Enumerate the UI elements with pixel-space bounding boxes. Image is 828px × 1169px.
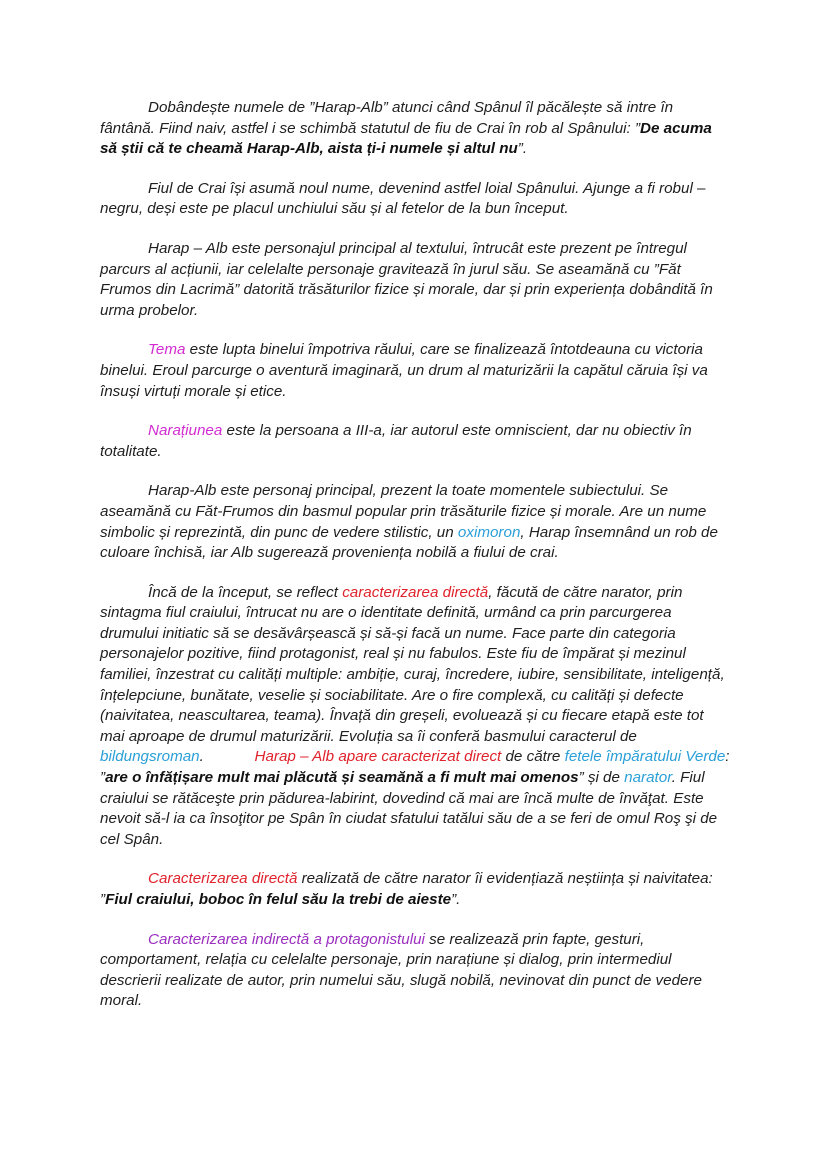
term-direct-characterization-2: Harap – Alb apare caracterizat direct xyxy=(254,748,502,766)
document-page xyxy=(100,98,732,1031)
text-segment: realizată de către narator îi evidențiază neștiința și naivitatea: ” xyxy=(100,870,713,908)
text-segment: Harap-Alb este personaj principal, prezent la toate momentele subiectului. Se aseamănă cu Făt-Frumos din basmul popular prin trăsăturile fizice și morale. Are un nume simbolic și reprezintă, din punc de vedere stilistic, un xyxy=(100,482,707,541)
text-segment: ”. xyxy=(451,891,461,908)
text-segment: este lupta binelui împotriva răului, care se finalizează întotdeauna cu victoria binelui. Eroul parcurge o aventură imaginară, un drum al maturizării la capătul căruia își va însuși virtuți morale și etice. xyxy=(100,341,708,400)
term-direct-characterization: caracterizarea directă xyxy=(342,583,489,601)
term-direct-characterization-3: Caracterizarea directă xyxy=(148,870,298,888)
text-segment: Harap – Alb este personajul principal al textului, întrucât este prezent pe întregul parcurs al acțiunii, iar celelalte personaje gravitează în jurul său. Se aseamănă cu ”Făt Frumos din Lacrimă” datorită trăsăturilor fizice și morale, dar și prin experiența dobândită în urma probelor. xyxy=(100,239,713,319)
text-segment: Încă de la început, se reflect xyxy=(148,583,343,601)
text-segment: Dobândește numele de ”Harap-Alb” atunci când Spânul îl păcălește să intre în fântână. Fiind naiv, astfel i se schimbă statutul de fiu de Crai în rob al Spânului: ” xyxy=(100,99,674,137)
quote-bold: De acuma să știi că te cheamă Harap-Alb, aista ți-i numele și altul nu xyxy=(100,119,712,158)
text-segment: ”. xyxy=(517,140,528,158)
paragraph-symbolic-name xyxy=(100,481,732,563)
text-segment: Fiul de Crai își asumă noul nume, devenind astfel loial Spânului. Ajunge a fi robul – negru, deși este pe placul unchiului său și al fetelor de la bun început. xyxy=(100,179,706,218)
term-green-emperor-daughters: fetele împăratului Verde xyxy=(564,748,726,766)
term-narration: Narațiunea xyxy=(148,422,223,440)
text-segment: se realizează prin fapte, gesturi, comportament, relația cu celelalte personaje, prin narațiune și dialog, prin intermediul descrierii realizate de autor, prin numelui său, slugă nobilă, nevinovat din punct de vedere moral. xyxy=(100,930,702,1010)
text-segment: : ” xyxy=(100,748,730,787)
paragraph-new-name xyxy=(100,179,732,220)
text-segment: . Fiul craiului se rătăceşte prin pădurea-labirint, dovedind că mai are încă multe de învăţat. Este nevoit să-l ia ca însoţitor pe Spân în ciudat sfatului tatălui său de a se feri de omul Roş şi de cel Spân. xyxy=(100,769,718,848)
paragraph-main-character xyxy=(100,239,732,321)
text-segment: , făcută de către narator, prin sintagma fiul craiului, întrucat nu are o identitate definită, urmând ca prin parcurgerea drumului initiatic să se desăvârșească și să-și facă un nume. Face parte din categoria personajelor pozitive, fiind protagonist, real și nu fabulos. Este fiu de împărat și mezinul familiei, înzestrat cu calități multiple: ambiție, curaj, încredere, iubire, sensibilitate, inteligență, înțelepciune, bunătate, veselie și sociabilitate. Are o fire complexă, cu calități și defecte (naivitatea, neascultarea, teama). Învață din greșeli, evoluează și cu fiecare etapă este tot mai aproape de drumul maturizării. Evoluția sa îi conferă basmului caracterul de xyxy=(100,583,725,745)
paragraph-narration xyxy=(100,421,732,462)
text-segment: ” și de xyxy=(578,769,625,787)
paragraph-theme xyxy=(100,340,732,402)
quote-bold: Fiul craiului, boboc în felul său la trebi de aieste xyxy=(105,891,452,908)
term-oxymoron: oximoron xyxy=(457,523,521,541)
term-indirect-characterization: Caracterizarea indirectă a protagonistului xyxy=(148,930,425,948)
quote-bold: are o înfățișare mult mai plăcută și seamănă a fi mult mai omenos xyxy=(105,769,579,787)
text-segment: de către xyxy=(501,748,565,766)
paragraph-direct-characterization xyxy=(100,583,732,851)
text-segment: . xyxy=(199,748,255,766)
term-bildungsroman: bildungsroman xyxy=(100,748,200,766)
text-segment: , Harap însemnând un rob de culoare închisă, iar Alb sugerează proveniența nobilă a fiului de crai. xyxy=(100,523,718,562)
term-narrator: narator xyxy=(624,769,672,787)
paragraph-indirect-characterization xyxy=(100,930,732,1012)
text-segment: este la persoana a III-a, iar autorul este omniscient, dar nu obiectiv în totalitate. xyxy=(100,422,692,460)
term-theme: Tema xyxy=(148,341,186,359)
paragraph-name-change xyxy=(100,98,732,160)
paragraph-narrator-characterization xyxy=(100,869,732,910)
